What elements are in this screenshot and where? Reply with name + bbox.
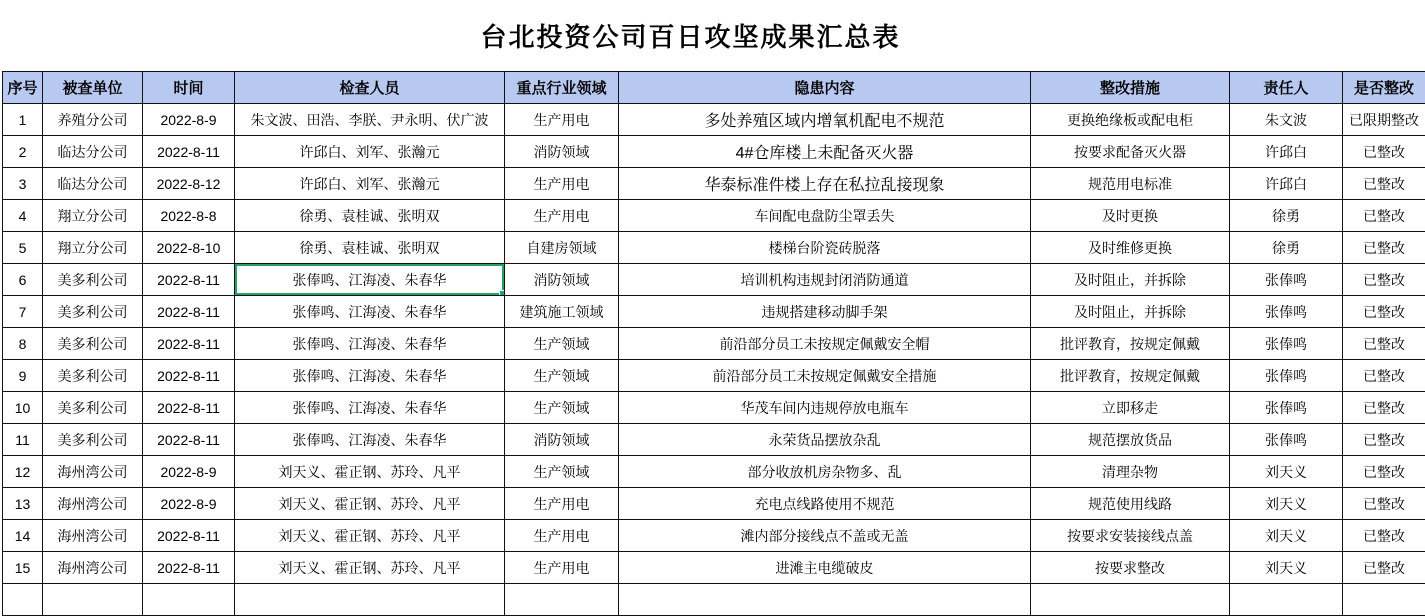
cell-r1-c6[interactable]: 多处养殖区域内增氧机配电不规范 xyxy=(619,104,1031,136)
cell-r3-c9[interactable]: 已整改 xyxy=(1343,168,1425,200)
table-row xyxy=(3,232,1425,264)
cell-r5-c1[interactable]: 5 xyxy=(3,232,43,264)
cell-r12-c3[interactable]: 2022-8-9 xyxy=(143,456,235,488)
cell-r5-c5[interactable]: 自建房领域 xyxy=(505,232,619,264)
cell-r11-c3[interactable]: 2022-8-11 xyxy=(143,424,235,456)
cell-r15-c8[interactable]: 刘天义 xyxy=(1230,552,1343,584)
cell-r10-c8[interactable]: 张俸鸣 xyxy=(1230,392,1343,424)
cell-r9-c8[interactable]: 张俸鸣 xyxy=(1230,360,1343,392)
cell-r4-c5[interactable]: 生产用电 xyxy=(505,200,619,232)
cell-r9-c7[interactable]: 批评教育，按规定佩戴 xyxy=(1031,360,1230,392)
cell-r10-c4[interactable]: 张俸鸣、江海凌、朱春华 xyxy=(235,392,505,424)
table-row xyxy=(3,168,1425,200)
cell-r13-c5[interactable]: 生产用电 xyxy=(505,488,619,520)
cell-r5-c8[interactable]: 徐勇 xyxy=(1230,232,1343,264)
cell-r16-c6[interactable] xyxy=(619,584,1031,616)
cell-r6-c3[interactable]: 2022-8-11 xyxy=(143,264,235,296)
cell-r8-c4[interactable]: 张俸鸣、江海凌、朱春华 xyxy=(235,328,505,360)
cell-r1-c2[interactable]: 养殖分公司 xyxy=(43,104,143,136)
cell-r8-c7[interactable]: 批评教育，按规定佩戴 xyxy=(1031,328,1230,360)
cell-r15-c6[interactable]: 进滩主电缆破皮 xyxy=(619,552,1031,584)
page-title: 台北投资公司百日攻坚成果汇总表 xyxy=(480,17,900,54)
cell-r13-c1[interactable]: 13 xyxy=(3,488,43,520)
cell-r8-c1[interactable]: 8 xyxy=(3,328,43,360)
cell-r16-c1[interactable] xyxy=(3,584,43,616)
table-row xyxy=(3,392,1425,424)
table-row xyxy=(3,360,1425,392)
cell-r14-c1[interactable]: 14 xyxy=(3,520,43,552)
table-row xyxy=(3,328,1425,360)
cell-r9-c9[interactable]: 已整改 xyxy=(1343,360,1425,392)
cell-r9-c5[interactable]: 生产领域 xyxy=(505,360,619,392)
cell-r12-c4[interactable]: 刘天义、霍正钢、苏玲、凡平 xyxy=(235,456,505,488)
cell-r15-c2[interactable]: 海州湾公司 xyxy=(43,552,143,584)
table-row xyxy=(3,424,1425,456)
cell-r10-c9[interactable]: 已整改 xyxy=(1343,392,1425,424)
cell-r1-c8[interactable]: 朱文波 xyxy=(1230,104,1343,136)
cell-r11-c7[interactable]: 规范摆放货品 xyxy=(1031,424,1230,456)
column-header-9[interactable]: 是否整改 xyxy=(1343,72,1425,104)
cell-r7-c1[interactable]: 7 xyxy=(3,296,43,328)
cell-r7-c4[interactable]: 张俸鸣、江海凌、朱春华 xyxy=(235,296,505,328)
cell-r16-c4[interactable] xyxy=(235,584,505,616)
cell-r2-c6[interactable]: 4#仓库楼上未配备灭火器 xyxy=(619,136,1031,168)
cell-r1-c5[interactable]: 生产用电 xyxy=(505,104,619,136)
cell-r15-c4[interactable]: 刘天义、霍正钢、苏玲、凡平 xyxy=(235,552,505,584)
cell-r5-c9[interactable]: 已整改 xyxy=(1343,232,1425,264)
cell-r5-c4[interactable]: 徐勇、袁桂诚、张明双 xyxy=(235,232,505,264)
table-row-partial xyxy=(3,584,1425,616)
cell-r16-c2[interactable] xyxy=(43,584,143,616)
cell-r8-c6[interactable]: 前沿部分员工未按规定佩戴安全帽 xyxy=(619,328,1031,360)
cell-r15-c5[interactable]: 生产用电 xyxy=(505,552,619,584)
fill-handle[interactable] xyxy=(499,290,505,296)
cell-r2-c2[interactable]: 临达分公司 xyxy=(43,136,143,168)
cell-r6-c7[interactable]: 及时阻止，并拆除 xyxy=(1031,264,1230,296)
cell-r14-c8[interactable]: 刘天义 xyxy=(1230,520,1343,552)
cell-r7-c9[interactable]: 已整改 xyxy=(1343,296,1425,328)
cell-r6-c6[interactable]: 培训机构违规封闭消防通道 xyxy=(619,264,1031,296)
cell-r3-c6[interactable]: 华泰标准件楼上存在私拉乱接现象 xyxy=(619,168,1031,200)
cell-r7-c5[interactable]: 建筑施工领域 xyxy=(505,296,619,328)
cell-r8-c3[interactable]: 2022-8-11 xyxy=(143,328,235,360)
cell-r2-c1[interactable]: 2 xyxy=(3,136,43,168)
cell-r12-c1[interactable]: 12 xyxy=(3,456,43,488)
column-header-7[interactable]: 整改措施 xyxy=(1031,72,1230,104)
cell-r14-c9[interactable]: 已整改 xyxy=(1343,520,1425,552)
cell-r9-c3[interactable]: 2022-8-11 xyxy=(143,360,235,392)
cell-r9-c6[interactable]: 前沿部分员工未按规定佩戴安全措施 xyxy=(619,360,1031,392)
column-header-4[interactable]: 检查人员 xyxy=(235,72,505,104)
cell-r8-c2[interactable]: 美多利公司 xyxy=(43,328,143,360)
cell-r13-c8[interactable]: 刘天义 xyxy=(1230,488,1343,520)
cell-r10-c1[interactable]: 10 xyxy=(3,392,43,424)
cell-r2-c4[interactable]: 许邱白、刘军、张瀚元 xyxy=(235,136,505,168)
cell-r3-c1[interactable]: 3 xyxy=(3,168,43,200)
cell-r4-c6[interactable]: 车间配电盘防尘罩丢失 xyxy=(619,200,1031,232)
cell-r15-c3[interactable]: 2022-8-11 xyxy=(143,552,235,584)
column-header-6[interactable]: 隐患内容 xyxy=(619,72,1031,104)
cell-r8-c5[interactable]: 生产领域 xyxy=(505,328,619,360)
cell-r3-c2[interactable]: 临达分公司 xyxy=(43,168,143,200)
cell-r6-c2[interactable]: 美多利公司 xyxy=(43,264,143,296)
cell-r5-c2[interactable]: 翔立分公司 xyxy=(43,232,143,264)
cell-r1-c1[interactable]: 1 xyxy=(3,104,43,136)
cell-r4-c4[interactable]: 徐勇、袁桂诚、张明双 xyxy=(235,200,505,232)
cell-r6-c1[interactable]: 6 xyxy=(3,264,43,296)
cell-r3-c4[interactable]: 许邱白、刘军、张瀚元 xyxy=(235,168,505,200)
cell-r2-c8[interactable]: 许邱白 xyxy=(1230,136,1343,168)
cell-r7-c8[interactable]: 张俸鸣 xyxy=(1230,296,1343,328)
title-bar xyxy=(0,0,1425,71)
cell-r4-c3[interactable]: 2022-8-8 xyxy=(143,200,235,232)
cell-r12-c2[interactable]: 海州湾公司 xyxy=(43,456,143,488)
cell-r13-c9[interactable]: 已整改 xyxy=(1343,488,1425,520)
cell-r2-c3[interactable]: 2022-8-11 xyxy=(143,136,235,168)
cell-r14-c6[interactable]: 滩内部分接线点不盖或无盖 xyxy=(619,520,1031,552)
cell-r10-c6[interactable]: 华茂车间内违规停放电瓶车 xyxy=(619,392,1031,424)
cell-r1-c3[interactable]: 2022-8-9 xyxy=(143,104,235,136)
cell-r1-c7[interactable]: 更换绝缘板或配电柜 xyxy=(1031,104,1230,136)
column-header-2[interactable]: 被查单位 xyxy=(43,72,143,104)
cell-r7-c6[interactable]: 违规搭建移动脚手架 xyxy=(619,296,1031,328)
cell-r10-c5[interactable]: 生产领域 xyxy=(505,392,619,424)
table-row xyxy=(3,136,1425,168)
cell-r13-c4[interactable]: 刘天义、霍正钢、苏玲、凡平 xyxy=(235,488,505,520)
cell-r5-c3[interactable]: 2022-8-10 xyxy=(143,232,235,264)
cell-r7-c7[interactable]: 及时阻止，并拆除 xyxy=(1031,296,1230,328)
cell-r2-c9[interactable]: 已整改 xyxy=(1343,136,1425,168)
cell-r12-c9[interactable]: 已整改 xyxy=(1343,456,1425,488)
column-header-3[interactable]: 时间 xyxy=(143,72,235,104)
cell-r4-c9[interactable]: 已整改 xyxy=(1343,200,1425,232)
cell-r12-c8[interactable]: 刘天义 xyxy=(1230,456,1343,488)
cell-r16-c9[interactable] xyxy=(1343,584,1425,616)
cell-r4-c7[interactable]: 及时更换 xyxy=(1031,200,1230,232)
cell-r11-c4[interactable]: 张俸鸣、江海凌、朱春华 xyxy=(235,424,505,456)
cell-r12-c5[interactable]: 生产领域 xyxy=(505,456,619,488)
cell-r12-c6[interactable]: 部分收放机房杂物多、乱 xyxy=(619,456,1031,488)
table-row xyxy=(3,552,1425,584)
cell-r4-c8[interactable]: 徐勇 xyxy=(1230,200,1343,232)
cell-r8-c9[interactable]: 已整改 xyxy=(1343,328,1425,360)
cell-r12-c7[interactable]: 清理杂物 xyxy=(1031,456,1230,488)
column-header-1[interactable]: 序号 xyxy=(3,72,43,104)
cell-r11-c1[interactable]: 11 xyxy=(3,424,43,456)
cell-r11-c6[interactable]: 永荣货品摆放杂乱 xyxy=(619,424,1031,456)
cell-r7-c3[interactable]: 2022-8-11 xyxy=(143,296,235,328)
cell-r15-c1[interactable]: 15 xyxy=(3,552,43,584)
cell-r13-c3[interactable]: 2022-8-9 xyxy=(143,488,235,520)
cell-r1-c9[interactable]: 已限期整改 xyxy=(1343,104,1425,136)
cell-r3-c5[interactable]: 生产用电 xyxy=(505,168,619,200)
cell-r13-c2[interactable]: 海州湾公司 xyxy=(43,488,143,520)
table-row xyxy=(3,520,1425,552)
cell-r14-c5[interactable]: 生产用电 xyxy=(505,520,619,552)
cell-r1-c4[interactable]: 朱文波、田浩、李朕、尹永明、伏广波 xyxy=(235,104,505,136)
cell-r16-c8[interactable] xyxy=(1230,584,1343,616)
cell-r10-c2[interactable]: 美多利公司 xyxy=(43,392,143,424)
cell-r6-c8[interactable]: 张俸鸣 xyxy=(1230,264,1343,296)
table-row xyxy=(3,296,1425,328)
cell-r11-c2[interactable]: 美多利公司 xyxy=(43,424,143,456)
cell-r5-c7[interactable]: 及时维修更换 xyxy=(1031,232,1230,264)
table-row xyxy=(3,488,1425,520)
cell-r16-c5[interactable] xyxy=(505,584,619,616)
cell-r3-c8[interactable]: 许邱白 xyxy=(1230,168,1343,200)
cell-r11-c9[interactable]: 已整改 xyxy=(1343,424,1425,456)
cell-r2-c7[interactable]: 按要求配备灭火器 xyxy=(1031,136,1230,168)
cell-r3-c3[interactable]: 2022-8-12 xyxy=(143,168,235,200)
cell-r5-c6[interactable]: 楼梯台阶瓷砖脱落 xyxy=(619,232,1031,264)
cell-r8-c8[interactable]: 张俸鸣 xyxy=(1230,328,1343,360)
selected-cell[interactable]: 张俸鸣、江海凌、朱春华 xyxy=(235,264,505,296)
cell-r4-c2[interactable]: 翔立分公司 xyxy=(43,200,143,232)
table-row xyxy=(3,264,1425,296)
table-row xyxy=(3,456,1425,488)
table-row xyxy=(3,200,1425,232)
cell-r2-c5[interactable]: 消防领域 xyxy=(505,136,619,168)
cell-r13-c7[interactable]: 规范使用线路 xyxy=(1031,488,1230,520)
cell-r14-c4[interactable]: 刘天义、霍正钢、苏玲、凡平 xyxy=(235,520,505,552)
cell-r15-c7[interactable]: 按要求整改 xyxy=(1031,552,1230,584)
cell-r4-c1[interactable]: 4 xyxy=(3,200,43,232)
cell-r11-c8[interactable]: 张俸鸣 xyxy=(1230,424,1343,456)
cell-r6-c9[interactable]: 已整改 xyxy=(1343,264,1425,296)
summary-table xyxy=(2,71,1425,616)
cell-r14-c3[interactable]: 2022-8-11 xyxy=(143,520,235,552)
cell-r13-c6[interactable]: 充电点线路使用不规范 xyxy=(619,488,1031,520)
cell-r16-c3[interactable] xyxy=(143,584,235,616)
cell-r14-c7[interactable]: 按要求安装接线点盖 xyxy=(1031,520,1230,552)
cell-r9-c4[interactable]: 张俸鸣、江海凌、朱春华 xyxy=(235,360,505,392)
cell-r10-c7[interactable]: 立即移走 xyxy=(1031,392,1230,424)
column-header-8[interactable]: 责任人 xyxy=(1230,72,1343,104)
cell-r11-c5[interactable]: 消防领域 xyxy=(505,424,619,456)
cell-r9-c1[interactable]: 9 xyxy=(3,360,43,392)
column-header-5[interactable]: 重点行业领域 xyxy=(505,72,619,104)
cell-r7-c2[interactable]: 美多利公司 xyxy=(43,296,143,328)
cell-r3-c7[interactable]: 规范用电标准 xyxy=(1031,168,1230,200)
cell-r10-c3[interactable]: 2022-8-11 xyxy=(143,392,235,424)
cell-r6-c5[interactable]: 消防领域 xyxy=(505,264,619,296)
cell-r15-c9[interactable]: 已整改 xyxy=(1343,552,1425,584)
table-row xyxy=(3,104,1425,136)
cell-r16-c7[interactable] xyxy=(1031,584,1230,616)
table-header-row xyxy=(3,72,1425,104)
cell-r9-c2[interactable]: 美多利公司 xyxy=(43,360,143,392)
cell-r14-c2[interactable]: 海州湾公司 xyxy=(43,520,143,552)
